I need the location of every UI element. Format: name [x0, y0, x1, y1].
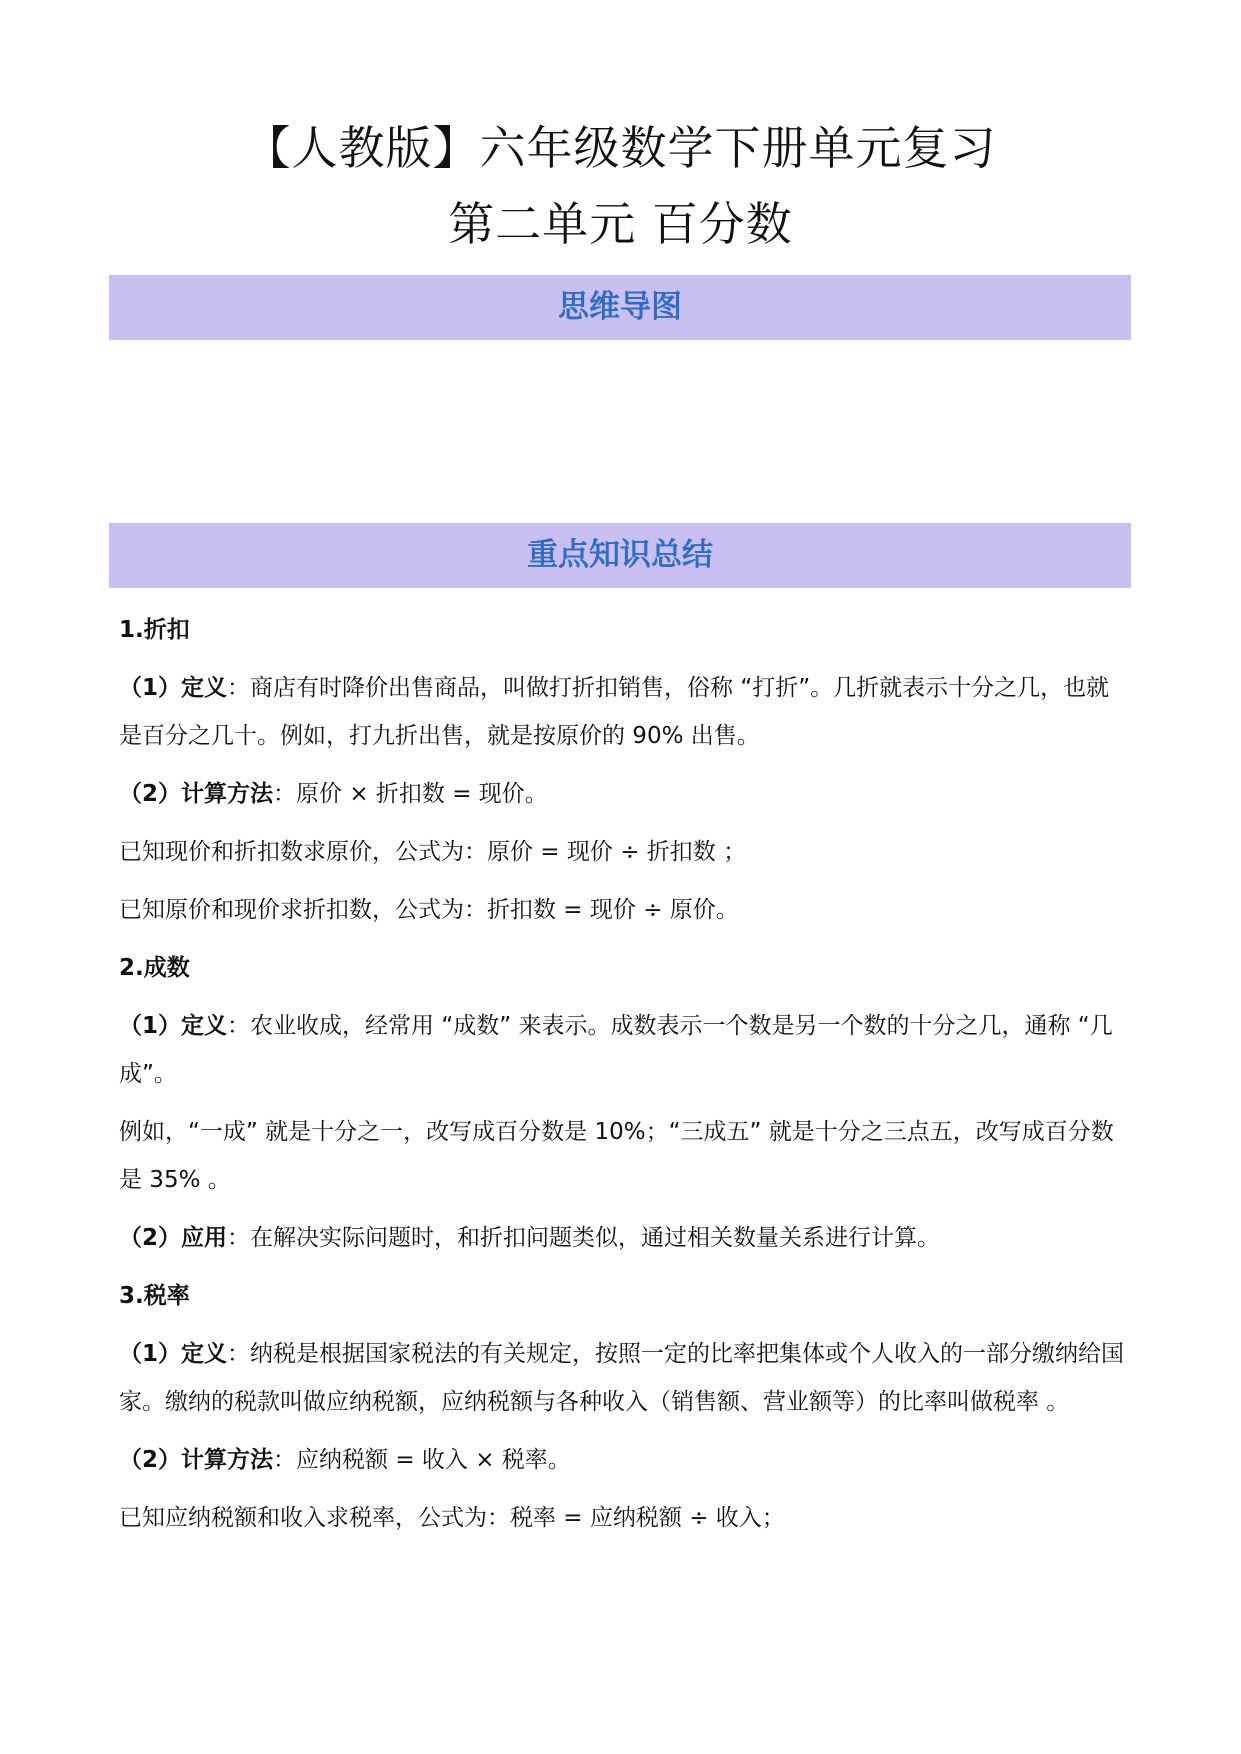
paragraph: [119, 1002, 1131, 1098]
key-points-heading: 重点知识总结: [527, 537, 713, 573]
paragraph: [119, 1214, 1131, 1262]
paragraph: [119, 1330, 1131, 1426]
unit-title: 第二单元 百分数: [448, 197, 793, 251]
item-label: （2）应用: [119, 1225, 228, 1251]
mind-map-heading: 思维导图: [558, 289, 682, 325]
paragraph: [119, 770, 1131, 818]
knowledge-summary: [119, 606, 1131, 1552]
paragraph: [119, 1108, 1131, 1204]
item-label: （1）定义: [119, 1341, 228, 1367]
paragraph: [119, 828, 1131, 876]
section-heading-discount: 1.折扣: [119, 617, 190, 643]
paragraph: [119, 1436, 1131, 1484]
item-text: 已知原价和现价求折扣数，公式为：折扣数 = 现价 ÷ 原价。: [119, 897, 739, 923]
item-text: 已知现价和折扣数求原价，公式为：原价 = 现价 ÷ 折扣数 ；: [119, 839, 747, 865]
item-label: （2）计算方法: [119, 781, 274, 807]
section-heading-tax-rate: 3.税率: [119, 1283, 190, 1309]
item-text: 已知应纳税额和收入求税率，公式为：税率 = 应纳税额 ÷ 收入；: [119, 1505, 785, 1531]
item-text: ：原价 × 折扣数 = 现价。: [273, 781, 548, 807]
item-text: 例如，“一成” 就是十分之一，改写成百分数是 10%；“三成五” 就是十分之三点五，改写成百分数是 35% 。: [119, 1119, 1114, 1193]
item-text: ：商店有时降价出售商品，叫做打折扣销售，俗称 “打折”。几折就表示十分之几，也就是百分之几十。例如，打九折出售，就是按原价的 90% 出售。: [119, 675, 1110, 749]
item-label: （2）计算方法: [119, 1447, 274, 1473]
item-text: ：纳税是根据国家税法的有关规定，按照一定的比率把集体或个人收入的一部分缴纳给国家。缴纳的税款叫做应纳税额，应纳税额与各种收入（销售额、营业额等）的比率叫做税率 。: [119, 1341, 1125, 1415]
paragraph: [119, 664, 1131, 760]
paragraph: [119, 1494, 1131, 1542]
section-heading-percentage-of-harvest: 2.成数: [119, 955, 190, 981]
paragraph: [119, 886, 1131, 934]
item-label: （1）定义: [119, 1013, 228, 1039]
item-text: ：应纳税额 = 收入 × 税率。: [273, 1447, 571, 1473]
item-text: ：在解决实际问题时，和折扣问题类似，通过相关数量关系进行计算。: [227, 1225, 941, 1251]
mind-map-banner: [109, 275, 1131, 340]
item-label: （1）定义: [119, 675, 228, 701]
key-points-banner: [109, 523, 1131, 588]
item-text: ：农业收成，经常用 “成数” 来表示。成数表示一个数是另一个数的十分之几，通称 “几成”。: [119, 1013, 1113, 1087]
document-title: 【人教版】六年级数学下册单元复习: [244, 121, 997, 175]
